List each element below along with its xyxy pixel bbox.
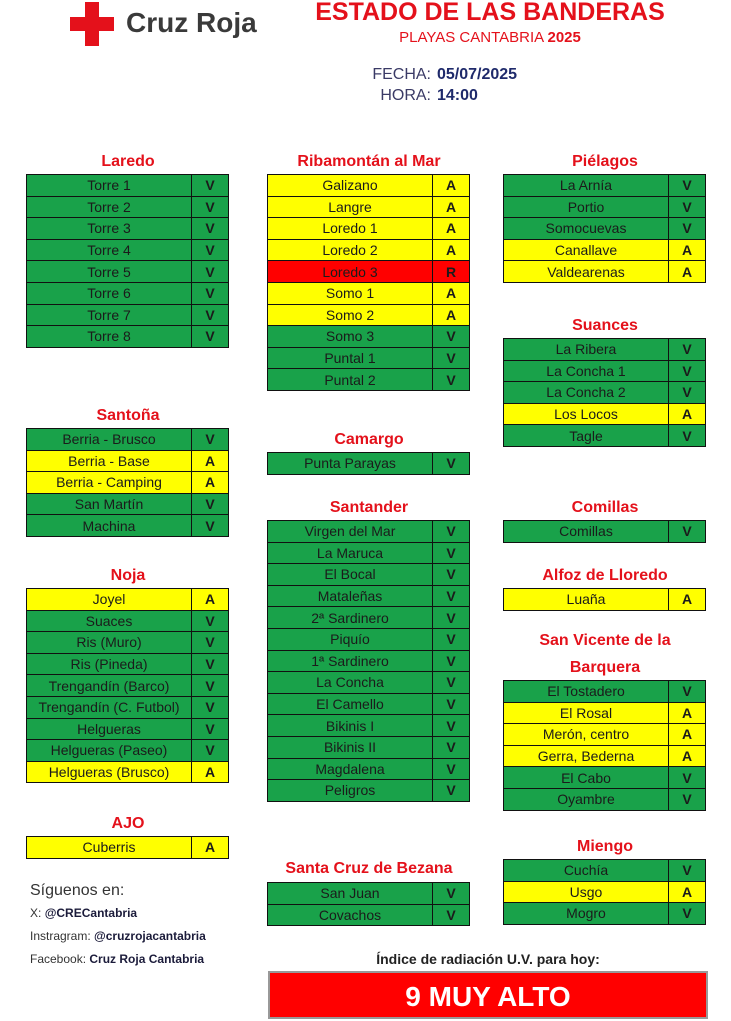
beach-row — [268, 369, 470, 391]
beach-row — [504, 745, 706, 767]
flag-status: V — [192, 718, 229, 740]
beach-name: Trengandín (Barco) — [27, 675, 192, 697]
beach-row — [27, 653, 229, 675]
flag-status: V — [192, 632, 229, 654]
beach-name: Magdalena — [268, 758, 433, 780]
table-santander — [267, 520, 470, 802]
beach-name: Tagle — [504, 425, 669, 447]
beach-row — [504, 788, 706, 810]
flag-status: V — [433, 780, 470, 802]
beach-row — [268, 239, 470, 261]
heading-ribamontan: Ribamontán al Mar — [297, 153, 441, 170]
beach-row — [504, 403, 706, 425]
flag-status: V — [433, 347, 470, 369]
table-sanvicente — [503, 680, 706, 811]
flag-status: V — [669, 196, 706, 218]
flag-status: V — [433, 607, 470, 629]
beach-row — [268, 715, 470, 737]
beach-name: Torre 3 — [27, 218, 192, 240]
heading-noja: Noja — [110, 567, 146, 584]
beach-name: Cuchía — [504, 860, 669, 882]
flag-status: A — [433, 175, 470, 197]
uv-index-value: 9 MUY ALTO — [268, 971, 708, 1019]
flag-status: V — [433, 650, 470, 672]
beach-name: Helgueras (Brusco) — [27, 761, 192, 783]
flag-status: V — [192, 610, 229, 632]
beach-name: Trengandín (C. Futbol) — [27, 696, 192, 718]
beach-row — [268, 693, 470, 715]
beach-name: El Camello — [268, 693, 433, 715]
beach-row — [27, 450, 229, 472]
beach-name: La Maruca — [268, 542, 433, 564]
beach-row — [268, 736, 470, 758]
flag-status: V — [433, 883, 470, 905]
beach-row — [27, 282, 229, 304]
flag-status: V — [433, 904, 470, 926]
x-label: X: — [30, 906, 42, 920]
flag-status: V — [669, 860, 706, 882]
beach-name: Canallave — [504, 239, 669, 261]
beach-row — [504, 239, 706, 261]
social-block — [30, 882, 260, 975]
table-ajo — [26, 836, 229, 859]
flag-status: V — [192, 239, 229, 261]
uv-index-label: Índice de radiación U.V. para hoy: — [376, 951, 600, 967]
beach-row — [268, 607, 470, 629]
flag-status: V — [669, 339, 706, 361]
flag-status: V — [433, 672, 470, 694]
table-suances — [503, 338, 706, 447]
flag-status: A — [669, 589, 706, 611]
flag-status: A — [669, 702, 706, 724]
beach-name: Bikinis II — [268, 736, 433, 758]
heading-miengo: Miengo — [577, 838, 633, 855]
page-title: ESTADO DE LAS BANDERAS — [315, 0, 665, 26]
red-cross-icon — [68, 2, 116, 46]
beach-name: Torre 6 — [27, 282, 192, 304]
beach-name: Punta Parayas — [268, 453, 433, 475]
time-label: HORA: — [380, 87, 431, 104]
heading-suances: Suances — [572, 317, 638, 334]
flag-status: V — [433, 521, 470, 543]
beach-row — [27, 239, 229, 261]
flag-status: V — [433, 628, 470, 650]
x-handle[interactable]: @CRECantabria — [44, 906, 138, 920]
beach-row — [268, 780, 470, 802]
flag-status: A — [192, 450, 229, 472]
subtitle-text: PLAYAS CANTABRIA — [399, 29, 544, 46]
flag-status: V — [192, 515, 229, 537]
beach-row — [504, 681, 706, 703]
beach-row — [504, 382, 706, 404]
beach-name: Peligros — [268, 780, 433, 802]
beach-row — [268, 326, 470, 348]
beach-row — [27, 632, 229, 654]
flag-status: A — [192, 589, 229, 611]
beach-row — [504, 903, 706, 925]
beach-name: Helgueras — [27, 718, 192, 740]
heading-bezana: Santa Cruz de Bezana — [285, 860, 453, 877]
beach-name: San Juan — [268, 883, 433, 905]
beach-row — [504, 425, 706, 447]
beach-name: Somo 3 — [268, 326, 433, 348]
beach-row — [268, 304, 470, 326]
beach-name: Langre — [268, 196, 433, 218]
flag-status: A — [433, 282, 470, 304]
beach-row — [268, 196, 470, 218]
brand-name: Cruz Roja — [126, 7, 257, 38]
beach-row — [504, 521, 706, 543]
flag-status: V — [433, 758, 470, 780]
beach-name: Machina — [27, 515, 192, 537]
beach-row — [504, 724, 706, 746]
table-bezana — [267, 882, 470, 926]
beach-name: Berria - Base — [27, 450, 192, 472]
beach-row — [504, 360, 706, 382]
beach-row — [504, 860, 706, 882]
beach-row — [268, 542, 470, 564]
beach-name: Gerra, Bederna — [504, 745, 669, 767]
table-santona — [26, 428, 229, 537]
beach-name: Suaces — [27, 610, 192, 632]
beach-name: Torre 4 — [27, 239, 192, 261]
flag-status: A — [669, 745, 706, 767]
beach-row — [504, 261, 706, 283]
beach-name: Joyel — [27, 589, 192, 611]
beach-row — [27, 429, 229, 451]
flag-status: V — [669, 360, 706, 382]
time-value: 14:00 — [437, 87, 478, 104]
heading-alfoz: Alfoz de Lloredo — [542, 567, 668, 584]
flag-status: V — [669, 175, 706, 197]
flag-status: V — [433, 693, 470, 715]
beach-name: Usgo — [504, 881, 669, 903]
flag-status: V — [192, 175, 229, 197]
beach-row — [268, 904, 470, 926]
follow-heading: Síguenos en: — [30, 882, 125, 899]
beach-row — [27, 472, 229, 494]
flag-status: A — [669, 239, 706, 261]
flag-status: V — [433, 453, 470, 475]
beach-name: Comillas — [504, 521, 669, 543]
flag-status: A — [433, 218, 470, 240]
flag-status: V — [669, 218, 706, 240]
beach-row — [268, 883, 470, 905]
beach-name: Somo 2 — [268, 304, 433, 326]
heading-ajo: AJO — [111, 815, 145, 832]
flag-status: V — [433, 564, 470, 586]
beach-name: Ris (Pineda) — [27, 653, 192, 675]
beach-row — [504, 767, 706, 789]
beach-row — [268, 453, 470, 475]
beach-row — [268, 218, 470, 240]
beach-row — [27, 218, 229, 240]
beach-name: Mataleñas — [268, 585, 433, 607]
beach-name: La Concha 2 — [504, 382, 669, 404]
beach-name: 1ª Sardinero — [268, 650, 433, 672]
flag-status: A — [433, 196, 470, 218]
flag-status: A — [192, 472, 229, 494]
beach-name: Torre 8 — [27, 326, 192, 348]
flag-status: A — [669, 724, 706, 746]
facebook-label: Facebook: — [30, 952, 87, 966]
heading-camargo: Camargo — [334, 431, 404, 448]
beach-name: La Arnía — [504, 175, 669, 197]
flag-status: V — [192, 304, 229, 326]
flag-status: A — [192, 837, 229, 859]
beach-row — [27, 493, 229, 515]
instagram-handle[interactable]: @cruzrojacantabria — [94, 929, 206, 943]
social-facebook — [30, 952, 260, 975]
beach-name: El Rosal — [504, 702, 669, 724]
social-x — [30, 906, 260, 929]
heading-santona: Santoña — [96, 407, 160, 424]
beach-name: La Concha — [268, 672, 433, 694]
beach-name: Bikinis I — [268, 715, 433, 737]
beach-row — [27, 196, 229, 218]
beach-row — [504, 196, 706, 218]
table-comillas — [503, 520, 706, 543]
beach-row — [504, 589, 706, 611]
flag-status: V — [669, 681, 706, 703]
beach-name: San Martín — [27, 493, 192, 515]
flag-status: V — [669, 767, 706, 789]
beach-row — [268, 758, 470, 780]
flag-status: V — [669, 521, 706, 543]
flag-status: V — [669, 788, 706, 810]
flag-status: V — [669, 425, 706, 447]
date-value: 05/07/2025 — [437, 66, 518, 83]
beach-name: Loredo 3 — [268, 261, 433, 283]
flag-status: V — [433, 542, 470, 564]
flag-status: V — [192, 429, 229, 451]
flag-status: V — [669, 382, 706, 404]
flag-status: V — [192, 696, 229, 718]
beach-row — [268, 585, 470, 607]
beach-row — [268, 564, 470, 586]
beach-name: Loredo 2 — [268, 239, 433, 261]
beach-row — [27, 761, 229, 783]
beach-name: El Tostadero — [504, 681, 669, 703]
beach-name: Torre 1 — [27, 175, 192, 197]
beach-name: El Cabo — [504, 767, 669, 789]
beach-name: Puntal 1 — [268, 347, 433, 369]
beach-name: Oyambre — [504, 788, 669, 810]
flag-status: A — [192, 761, 229, 783]
social-instagram — [30, 929, 260, 952]
beach-row — [27, 175, 229, 197]
flag-status: A — [433, 239, 470, 261]
table-miengo — [503, 859, 706, 925]
beach-row — [268, 628, 470, 650]
flag-status: A — [669, 261, 706, 283]
date-label: FECHA: — [372, 66, 431, 83]
beach-row — [27, 326, 229, 348]
beach-row — [268, 175, 470, 197]
beach-name: Somocuevas — [504, 218, 669, 240]
heading-pielagos: Piélagos — [572, 153, 638, 170]
beach-row — [268, 261, 470, 283]
beach-name: Virgen del Mar — [268, 521, 433, 543]
beach-name: El Bocal — [268, 564, 433, 586]
flag-status: V — [192, 326, 229, 348]
flag-status: V — [192, 261, 229, 283]
beach-row — [268, 672, 470, 694]
beach-name: Merón, centro — [504, 724, 669, 746]
cruz-roja-logo — [68, 2, 278, 46]
flag-status: A — [669, 881, 706, 903]
beach-name: Cuberris — [27, 837, 192, 859]
beach-row — [268, 521, 470, 543]
flag-status: V — [433, 736, 470, 758]
flag-status: V — [192, 675, 229, 697]
beach-name: Piquío — [268, 628, 433, 650]
beach-name: Luaña — [504, 589, 669, 611]
beach-name: Ris (Muro) — [27, 632, 192, 654]
beach-row — [27, 261, 229, 283]
beach-row — [504, 881, 706, 903]
beach-row — [504, 175, 706, 197]
flag-status: R — [433, 261, 470, 283]
beach-row — [27, 740, 229, 762]
flag-status: V — [192, 218, 229, 240]
flag-status: V — [433, 585, 470, 607]
table-camargo — [267, 452, 470, 475]
beach-name: La Ribera — [504, 339, 669, 361]
flag-status: V — [192, 493, 229, 515]
table-pielagos — [503, 174, 706, 283]
flag-status: V — [192, 740, 229, 762]
beach-name: 2ª Sardinero — [268, 607, 433, 629]
flag-status: V — [192, 653, 229, 675]
flag-status: V — [433, 715, 470, 737]
heading-sanvicente: San Vicente de la Barquera — [539, 632, 671, 676]
beach-row — [27, 610, 229, 632]
table-noja — [26, 588, 229, 783]
beach-name: Berria - Camping — [27, 472, 192, 494]
heading-comillas: Comillas — [571, 499, 639, 516]
beach-name: Mogro — [504, 903, 669, 925]
beach-row — [504, 218, 706, 240]
beach-name: Valdearenas — [504, 261, 669, 283]
beach-name: Torre 2 — [27, 196, 192, 218]
beach-name: Los Locos — [504, 403, 669, 425]
flag-status: A — [433, 304, 470, 326]
flag-status: V — [669, 903, 706, 925]
beach-name: La Concha 1 — [504, 360, 669, 382]
heading-laredo: Laredo — [101, 153, 155, 170]
beach-row — [268, 650, 470, 672]
table-alfoz — [503, 588, 706, 611]
flag-status: A — [669, 403, 706, 425]
flag-status: V — [192, 282, 229, 304]
page-subtitle — [280, 29, 700, 46]
beach-row — [27, 696, 229, 718]
beach-name: Torre 5 — [27, 261, 192, 283]
beach-row — [268, 282, 470, 304]
beach-row — [504, 339, 706, 361]
facebook-handle[interactable]: Cruz Roja Cantabria — [89, 952, 205, 966]
beach-name: Galizano — [268, 175, 433, 197]
beach-row — [27, 589, 229, 611]
beach-name: Torre 7 — [27, 304, 192, 326]
beach-row — [27, 304, 229, 326]
beach-row — [27, 515, 229, 537]
table-ribamontan — [267, 174, 470, 391]
beach-name: Portio — [504, 196, 669, 218]
instagram-label: Instragram: — [30, 929, 91, 943]
flag-status: V — [433, 369, 470, 391]
beach-name: Berria - Brusco — [27, 429, 192, 451]
beach-row — [27, 718, 229, 740]
beach-row — [268, 347, 470, 369]
beach-name: Somo 1 — [268, 282, 433, 304]
beach-name: Puntal 2 — [268, 369, 433, 391]
beach-row — [27, 675, 229, 697]
subtitle-year: 2025 — [547, 29, 581, 46]
date-time-block — [300, 66, 560, 108]
flag-status: V — [192, 196, 229, 218]
flag-status: V — [433, 326, 470, 348]
beach-name: Helgueras (Paseo) — [27, 740, 192, 762]
beach-row — [27, 837, 229, 859]
beach-name: Loredo 1 — [268, 218, 433, 240]
beach-name: Covachos — [268, 904, 433, 926]
table-laredo — [26, 174, 229, 348]
heading-santander: Santander — [329, 499, 409, 516]
beach-row — [504, 702, 706, 724]
